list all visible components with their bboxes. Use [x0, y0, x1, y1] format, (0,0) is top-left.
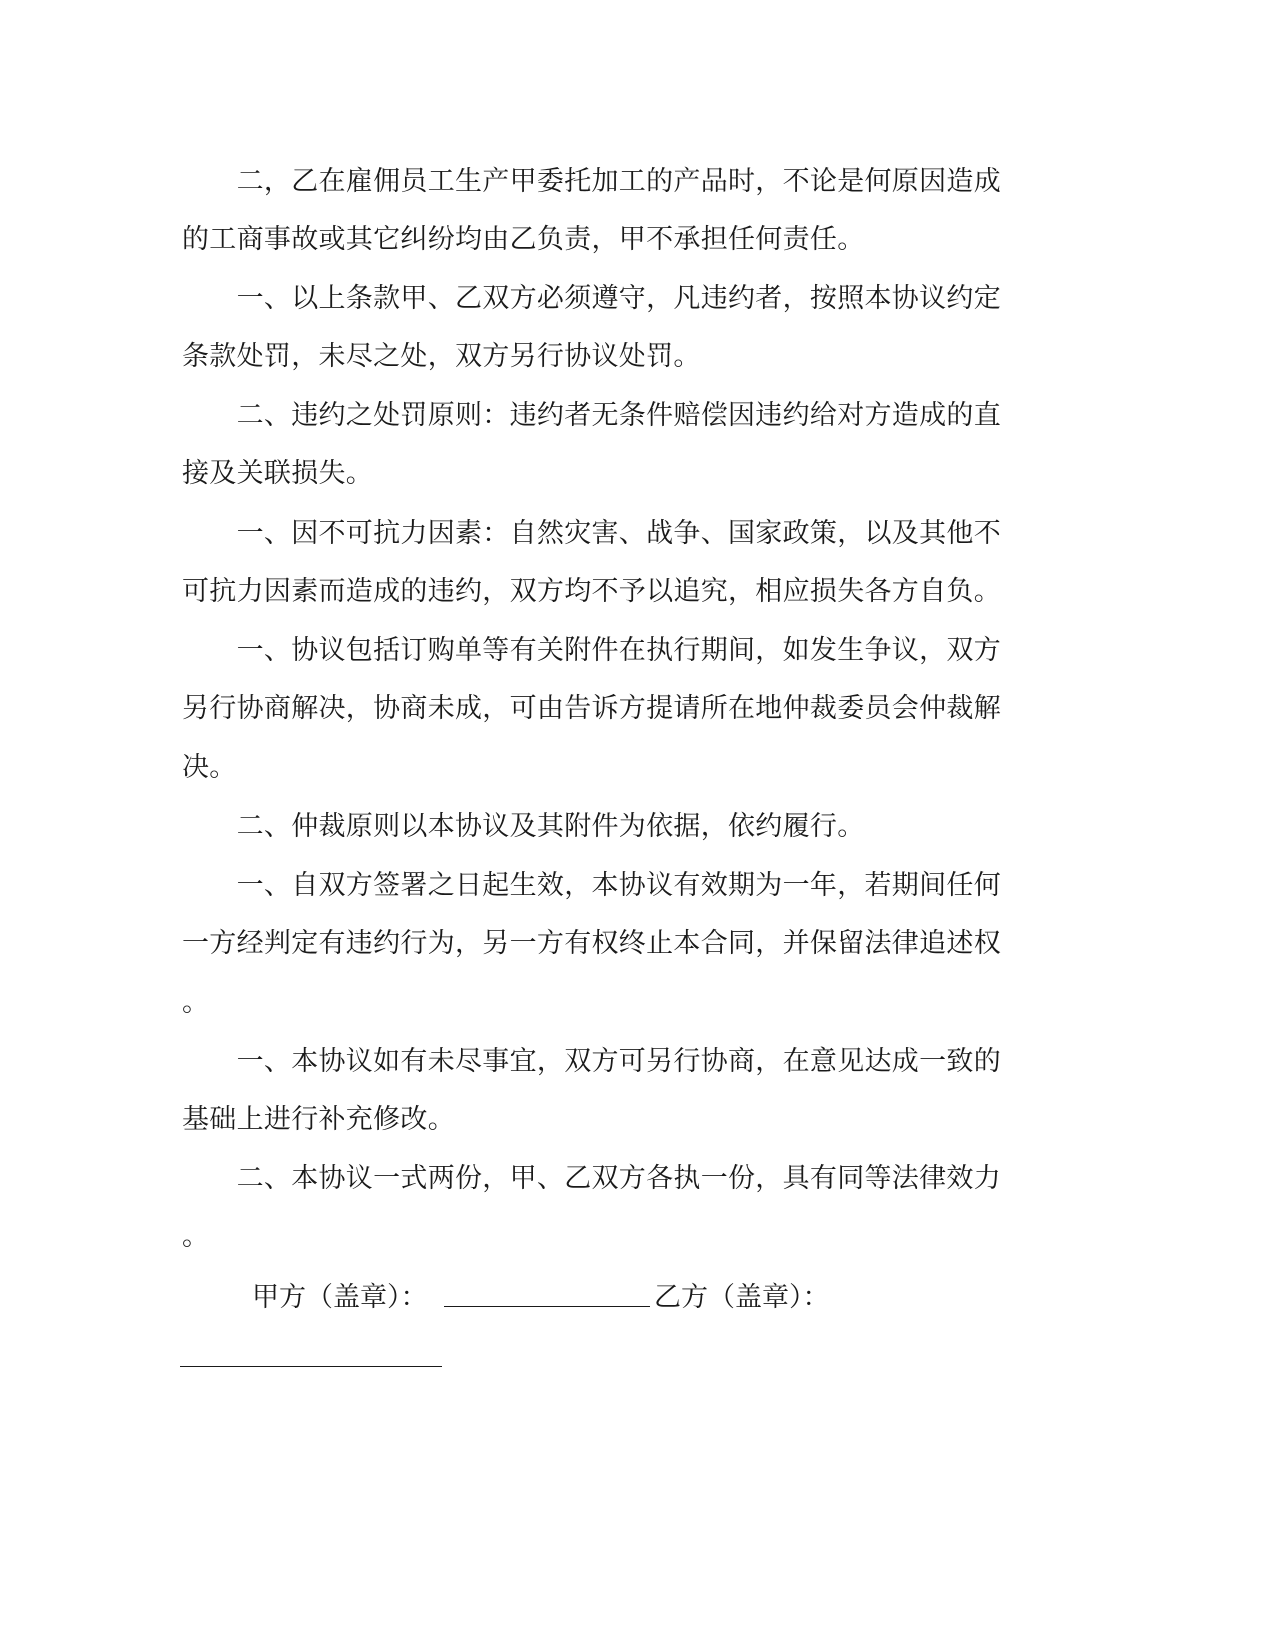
text-line: 基础上进行补充修改。	[182, 1104, 455, 1135]
party-b-seal-label: 乙方（盖章）：	[654, 1282, 830, 1313]
text-line: 一、以上条款甲、乙双方必须遵守，凡违约者，按照本协议约定	[182, 283, 1001, 314]
party-b-seal-blank	[180, 1366, 442, 1367]
text-line: 一方经判定有违约行为，另一方有权终止本合同，并保留法律追述权	[182, 928, 1001, 959]
party-a-seal-blank	[444, 1306, 650, 1307]
text-line: 一、本协议如有未尽事宜，双方可另行协商，在意见达成一致的	[182, 1046, 1001, 1077]
text-line: 二、仲裁原则以本协议及其附件为依据，依约履行。	[182, 811, 865, 842]
text-line: 可抗力因素而造成的违约，双方均不予以追究，相应损失各方自负。	[182, 576, 1001, 607]
text-line: 决。	[182, 752, 237, 783]
party-a-seal-label: 甲方（盖章）：	[252, 1282, 428, 1313]
text-line: 二，乙在雇佣员工生产甲委托加工的产品时，不论是何原因造成	[182, 166, 1001, 197]
text-line: 二、本协议一式两份，甲、乙双方各执一份，具有同等法律效力	[182, 1163, 1001, 1194]
text-line: 另行协商解决，协商未成，可由告诉方提请所在地仲裁委员会仲裁解	[182, 693, 1001, 724]
text-line: 接及关联损失。	[182, 458, 374, 489]
text-line: 的工商事故或其它纠纷均由乙负责，甲不承担任何责任。	[182, 224, 865, 255]
text-line: 一、自双方签署之日起生效，本协议有效期为一年，若期间任何	[182, 870, 1001, 901]
text-line: 一、因不可抗力因素：自然灾害、战争、国家政策，以及其他不	[182, 518, 1001, 549]
text-line: 条款处罚，未尽之处，双方另行协议处罚。	[182, 341, 701, 372]
text-line: 。	[182, 1221, 210, 1252]
text-line: 。	[182, 987, 210, 1018]
text-line: 一、协议包括订购单等有关附件在执行期间，如发生争议，双方	[182, 635, 1001, 666]
text-line: 二、违约之处罚原则：违约者无条件赔偿因违约给对方造成的直	[182, 400, 1001, 431]
